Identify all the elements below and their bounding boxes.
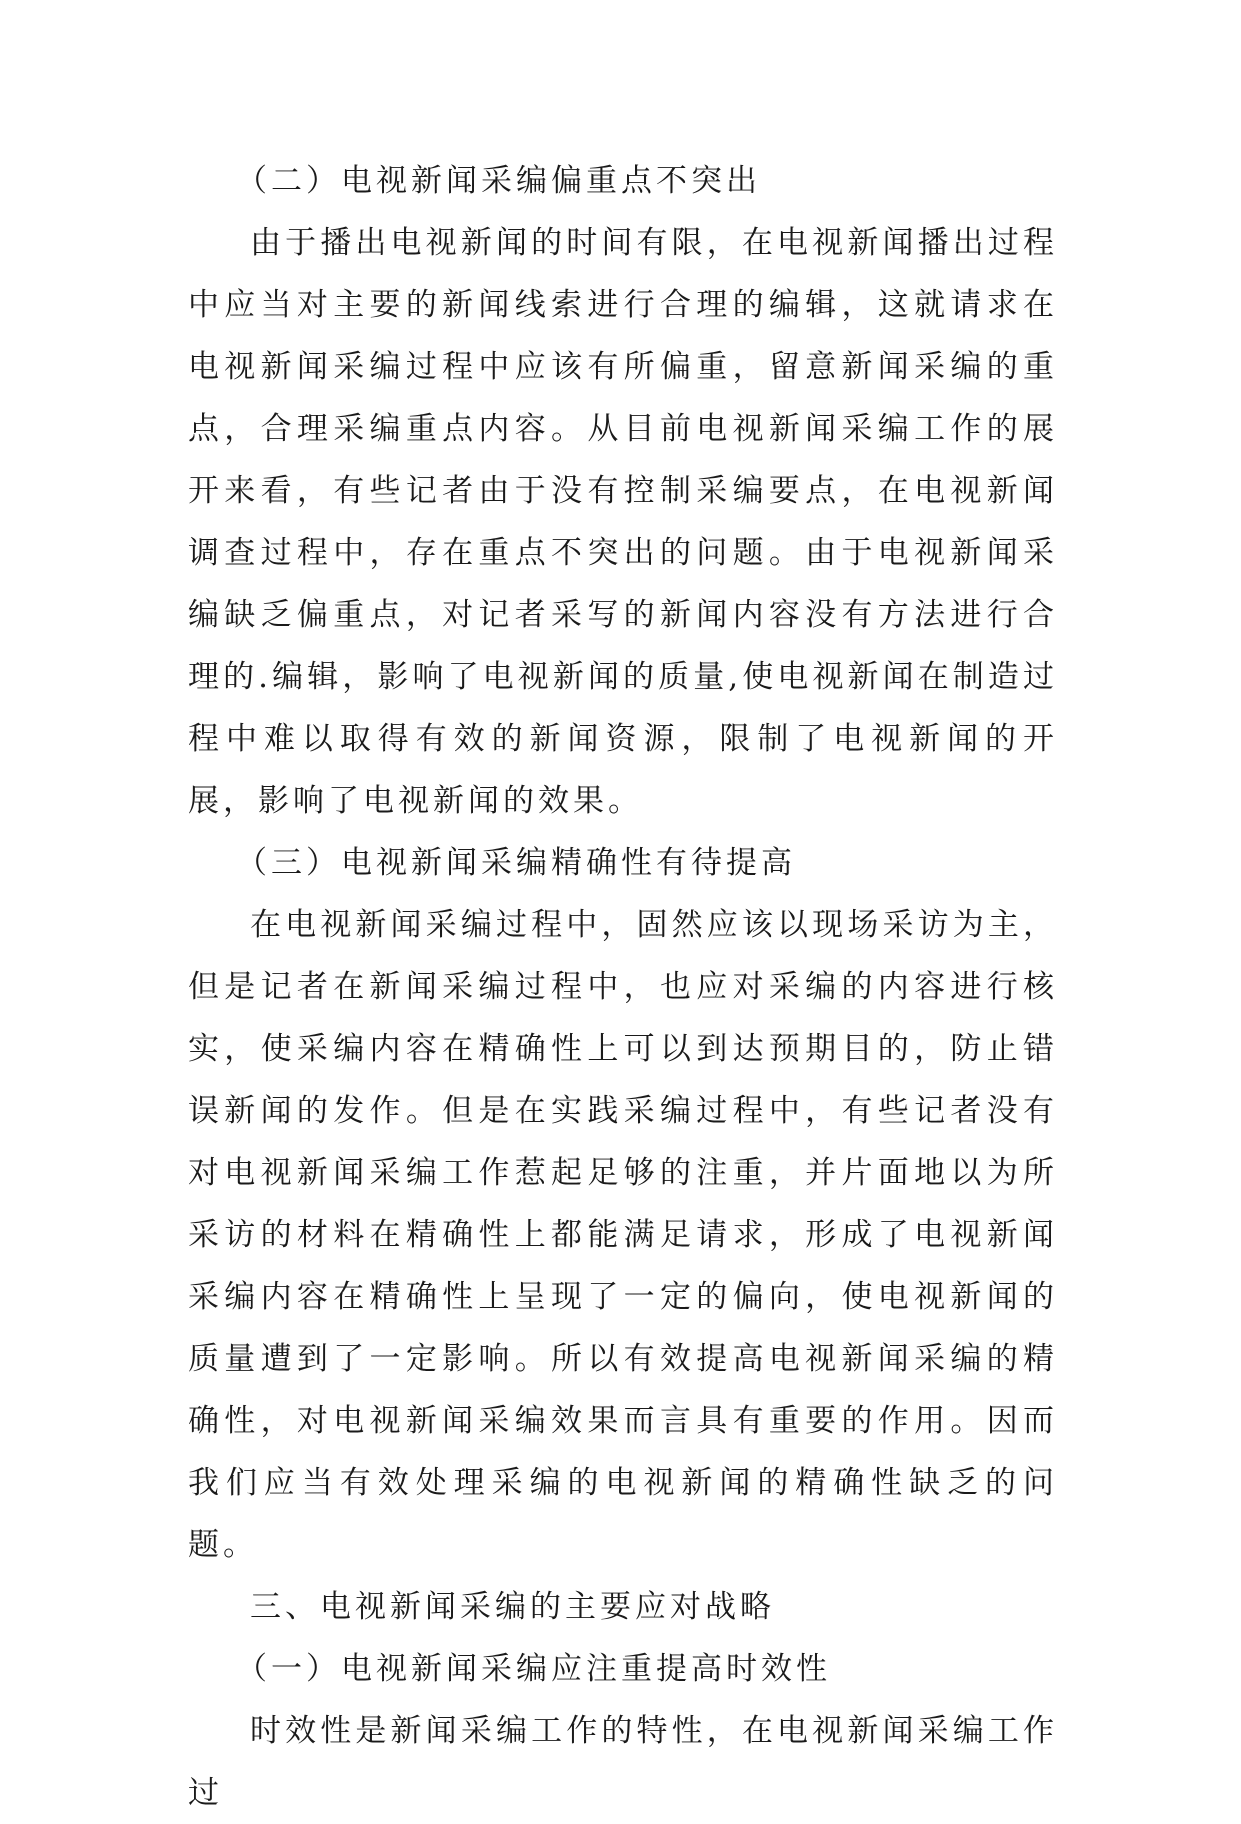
section-heading-3: 三、电视新闻采编的主要应对战略	[250, 1589, 775, 1625]
subheading-2: （二）电视新闻采编偏重点不突出	[236, 163, 761, 199]
paragraph-news-focus: 由于播出电视新闻的时间有限，在电视新闻播出过程中应当对主要的新闻线索进行合理的编辑，这就请求在电视新闻采编过程中应该有所偏重，留意新闻采编的重点，合理采编重点内容。从目前电视新闻采编工作的展开来看，有些记者由于没有控制采编要点，在电视新闻调查过程中，存在重点不突出的问题。由于电视新闻采编缺乏偏重点，对记者采写的新闻内容没有方法进行合理的.编辑，影响了电视新闻的质量,使电视新闻在制造过程中难以取得有效的新闻资源，限制了电视新闻的开展，影响了电视新闻的效果。	[188, 225, 1058, 819]
subheading-3: （三）电视新闻采编精确性有待提高	[236, 845, 796, 881]
document-page	[188, 150, 1058, 1824]
paragraph-timeliness: 时效性是新闻采编工作的特性，在电视新闻采编工作过	[188, 1713, 1058, 1811]
subheading-1: （一）电视新闻采编应注重提高时效性	[236, 1651, 831, 1687]
paragraph-news-accuracy: 在电视新闻采编过程中，固然应该以现场采访为主，但是记者在新闻采编过程中，也应对采编的内容进行核实，使采编内容在精确性上可以到达预期目的，防止错误新闻的发作。但是在实践采编过程中，有些记者没有对电视新闻采编工作惹起足够的注重，并片面地以为所采访的材料在精确性上都能满足请求，形成了电视新闻采编内容在精确性上呈现了一定的偏向，使电视新闻的质量遭到了一定影响。所以有效提高电视新闻采编的精确性，对电视新闻采编效果而言具有重要的作用。因而我们应当有效处理采编的电视新闻的精确性缺乏的问题。	[188, 907, 1058, 1563]
